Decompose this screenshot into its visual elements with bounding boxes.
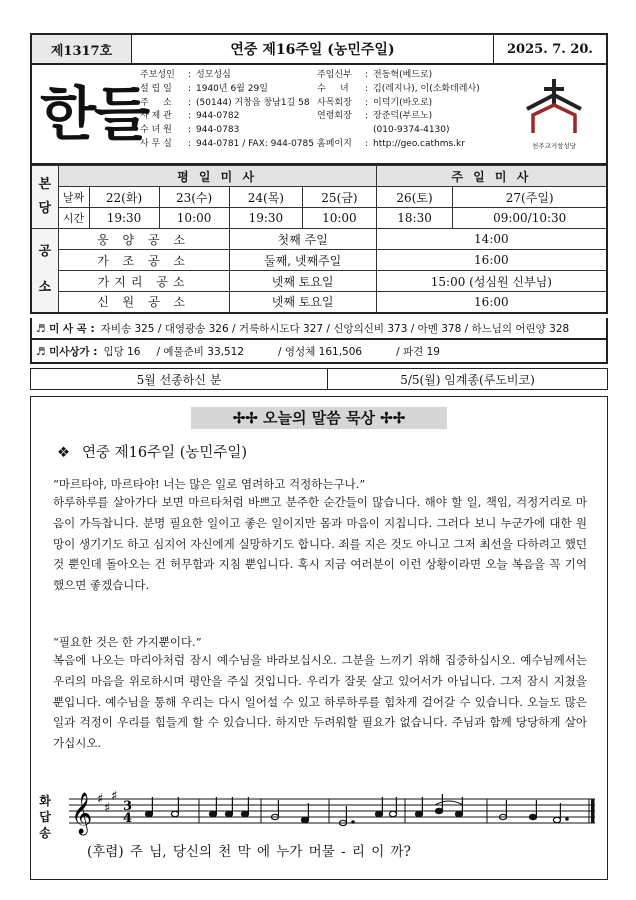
parish-name: 천주교거창성당 [532, 142, 576, 150]
info-row: 홈페이지 : http://geo.cathms.kr [317, 138, 465, 149]
stat-item: 입당 16 [103, 345, 141, 358]
parish-logo [510, 75, 598, 161]
day-cell: 27(주일) [453, 187, 607, 208]
mission-name: 가 조 공 소 [58, 250, 229, 271]
stat-item: / 파견 19 [396, 345, 440, 358]
parish-info-left [140, 69, 314, 152]
info-row: 수 녀 : 김(레지나), 이(소화데레사) [317, 83, 480, 94]
mission-week: 둘째, 넷째주일 [229, 250, 376, 271]
responsorial-label: 화 답 송 [39, 794, 51, 840]
parish-info-right [317, 69, 480, 152]
date-label: 날짜 [58, 187, 89, 208]
gospel-quote: “필요한 것은 한 가지뿐이다.” [53, 635, 202, 649]
mission-name: 가지리 공소 [58, 271, 229, 292]
responsorial-psalm [31, 789, 609, 881]
handeul-logo: 한들 [40, 80, 149, 148]
date-row [31, 187, 607, 208]
time-cell: 09:00/10:30 [453, 208, 607, 229]
mission-row [31, 271, 607, 292]
mission-row [31, 229, 607, 250]
church-cross-icon [519, 75, 589, 137]
response-lyrics: (후렴) 주 님, 당신의 천 막 에 누가 머물 - 리 이 까? [87, 844, 411, 860]
time-cell: 10:00 [303, 208, 377, 229]
time-label: 시간 [58, 208, 89, 229]
mission-time: 15:00 (성심원 신부님) [376, 271, 607, 292]
info-row: 사 제 관 : 944-0782 [140, 111, 240, 122]
hymn-numbers [30, 340, 608, 364]
mission-name: 웅 양 공 소 [58, 229, 229, 250]
day-cell: 25(금) [303, 187, 377, 208]
gospel-quote: “마르타야, 마르타야! 너는 많은 일로 염려하고 걱정하는구나.” [53, 477, 366, 491]
treble-clef-icon: 𝄞 [71, 793, 93, 834]
info-row: 사목회장 : 이덕기(바오로) [317, 97, 433, 108]
bulletin-title: 연중 제16주일 (농민주일) [230, 42, 395, 58]
stats-label: ♬ 미사상가 : [36, 345, 98, 358]
mission-week: 넷째 토요일 [229, 292, 376, 313]
key-signature-icon [97, 789, 117, 816]
time-cell: 19:30 [229, 208, 303, 229]
info-row: 주보성인 : 성모성심 [140, 70, 231, 80]
svg-text:3: 3 [123, 799, 133, 814]
mass-hymns [30, 318, 608, 340]
header-bar [30, 33, 608, 65]
meditation-paragraph: 복음에 나오는 마리아처럼 잠시 예수님을 바라보십시오. 그분을 느끼기 위해 집중하십시오. 예수님께서는 우리의 마음을 위로하시며 평안을 주실 것입니다. 우리가 잘못 살고 있어서가 아닙니다. 그저 잠시 지쳤을 뿐입니다. 예수님을 통해 우리는 다시 일어설 수 있고 하루하루를 힘차게 걸어갈 수 있습니다. 오늘도 많은 일과 걱정이 우리를 힘들게 할 수 있습니다. 하지만 두려워할 필요가 없습니다. 주님과 함께 당당하게 살아가십시오. [53, 653, 587, 751]
side-label-main: 본당 [31, 166, 58, 229]
svg-text:♯: ♯ [104, 801, 111, 816]
day-cell: 22(화) [89, 187, 159, 208]
mass-schedule-table [30, 165, 608, 314]
mission-name: 신 원 공 소 [58, 292, 229, 313]
info-row: 주 소 : (50144) 거창읍 창남1길 58 [140, 97, 310, 108]
mission-time: 16:00 [376, 250, 607, 271]
stat-item: / 영성체 161,506 [278, 345, 363, 358]
day-cell: 26(토) [376, 187, 453, 208]
issue-number: 제1317호 [32, 35, 132, 63]
time-cell: 19:30 [89, 208, 159, 229]
info-row: 설 립 일 : 1940년 6월 29일 [140, 83, 268, 94]
diamond-bullet-icon: ❖ [57, 445, 70, 461]
svg-text:♯: ♯ [97, 792, 104, 807]
mission-week: 첫째 주일 [229, 229, 376, 250]
hymns-label: ♬ 미 사 곡 : [36, 322, 95, 335]
hymns-text: 자비송 325 / 대영광송 326 / 거룩하시도다 327 / 신앙의신비 373 / 아멘 378 / 하느님의 어린양 328 [100, 322, 570, 335]
mission-row [31, 292, 607, 313]
mission-time: 16:00 [376, 292, 607, 313]
time-signature [123, 799, 132, 826]
mission-time: 14:00 [376, 229, 607, 250]
info-row: 수 녀 원 : 944-0783 [140, 125, 240, 136]
info-row: 연령회장 : 장준덕(부르노) [317, 111, 433, 122]
day-cell: 23(수) [159, 187, 229, 208]
meditation-title: ✢✢ 오늘의 말씀 묵상 ✢✢ [191, 407, 447, 429]
info-row: (010-9374-4130) [373, 125, 450, 136]
homepage-link[interactable]: http://geo.cathms.kr [373, 138, 465, 149]
side-label-mission: 공소 [31, 229, 58, 313]
info-row: 사 무 실 : 944-0781 / FAX: 944-0785 [140, 138, 314, 149]
sunday-mass-header: 주 일 미 사 [376, 166, 607, 187]
deceased-notice [30, 368, 608, 390]
deceased-value: 5/5(월) 임계종(루도비코) [400, 372, 535, 387]
meditation-box [30, 396, 608, 880]
mission-row [31, 250, 607, 271]
mission-week: 넷째 토요일 [229, 271, 376, 292]
stat-item: / 예물준비 33,512 [156, 345, 245, 358]
masthead [30, 65, 608, 165]
time-cell: 18:30 [376, 208, 453, 229]
time-cell: 10:00 [159, 208, 229, 229]
info-row: 주임신부 : 전동혁(베드로) [317, 70, 433, 80]
meditation-subtitle: ❖ 연중 제16주일 (농민주일) [57, 445, 248, 461]
deceased-label: 5월 선종하신 분 [31, 369, 328, 389]
day-cell: 24(목) [229, 187, 303, 208]
bulletin-date: 2025. 7. 20. [493, 35, 606, 63]
svg-text:♯: ♯ [111, 789, 118, 804]
meditation-paragraph: 하루하루를 살아가다 보면 마르타처럼 바쁘고 분주한 순간들이 많습니다. 해야 할 일, 책임, 걱정거리로 마음이 가득찹니다. 분명 필요한 일이고 좋은 일이지만 몸과 마음이 지칩니다. 그러다 보니 누군가에 대한 원망이 생기기도 하고 심지어 자신에게 실망하기도 합니다. 죄를 지은 것도 아니고 그저 최선을 다하려고 했던 것 뿐인데 돌아오는 건 허무함과 지침 뿐입니다. 혹시 지금 여러분이 이런 상황이라면 오늘 복음을 꼭 기억했으면 좋겠습니다. [53, 495, 587, 593]
music-staff [69, 789, 597, 839]
svg-text:4: 4 [123, 811, 133, 826]
weekday-mass-header: 평 일 미 사 [58, 166, 376, 187]
time-row [31, 208, 607, 229]
